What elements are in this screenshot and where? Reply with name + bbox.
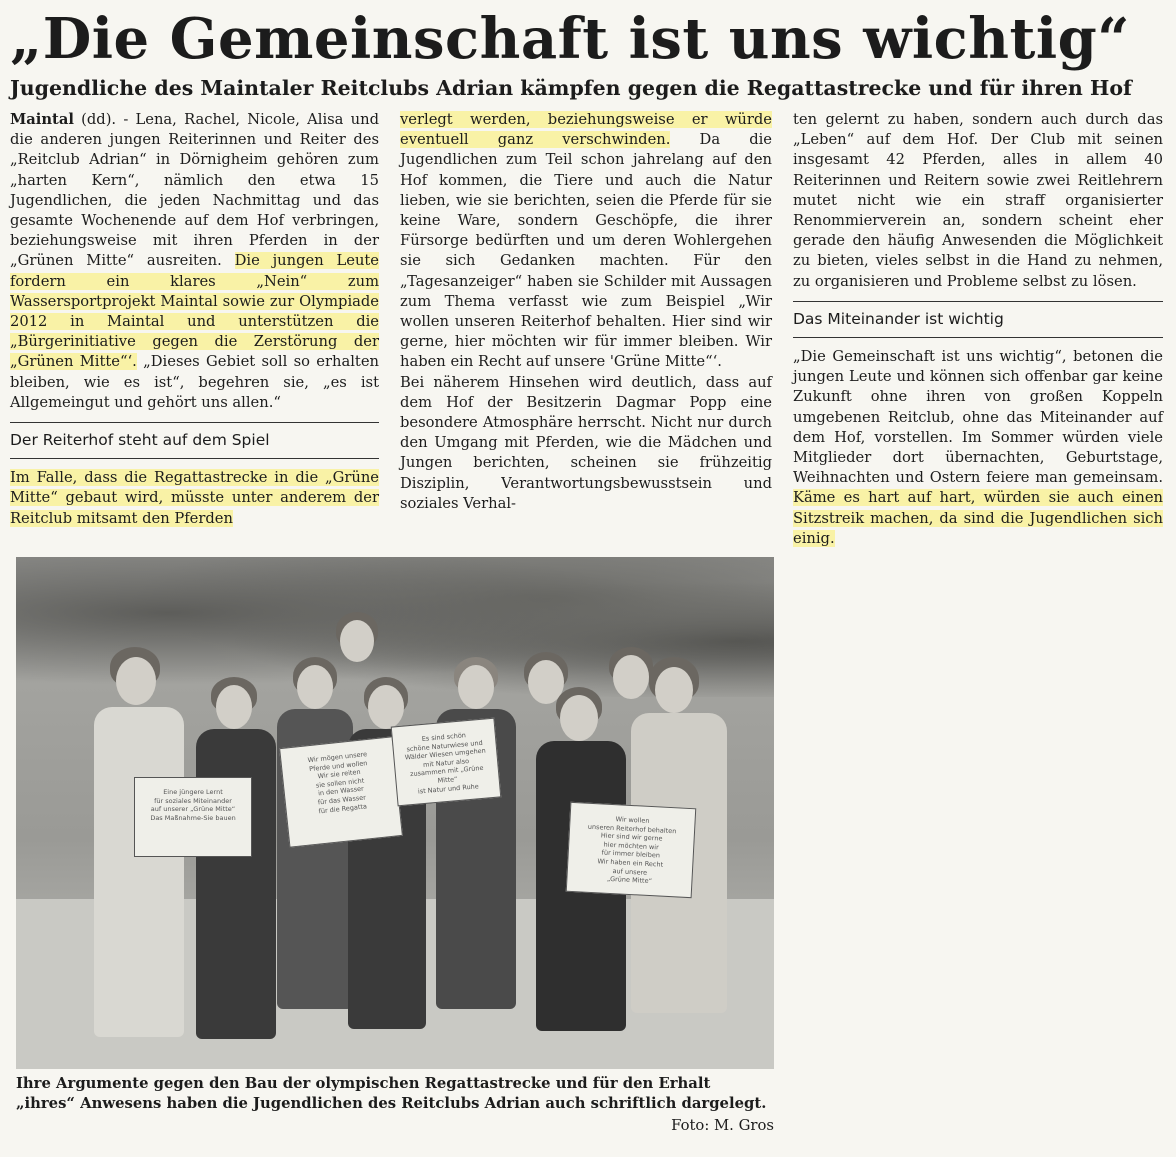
protest-sign: Wir mögen unsere Pferde und wollen Wir sie reiten sie sollen nicht in den Wasser für das Wasser für die Regatta	[279, 736, 403, 847]
subheading: Das Miteinander ist wichtig	[793, 301, 1163, 338]
paragraph-2	[793, 347, 1163, 549]
photo-caption: Ihre Argumente gegen den Bau der olympischen Regattastrecke und für den Erhalt „ihres“ Anwesens haben die Jugendlichen des Reitclubs Adrian auch schriftlich dargelegt.	[16, 1075, 767, 1112]
paragraph-1	[10, 110, 379, 413]
headline: „Die Gemeinschaft ist uns wichtig“	[10, 6, 1130, 72]
protest-sign: Es sind schön schöne Naturwiese und Wälder Wiesen umgehen mit Natur also zusammen mit „Grüne Mitte“ ist Natur und Ruhe	[391, 718, 502, 807]
paragraph-text: Da die Jugendlichen zum Teil schon jahrelang auf den Hof kommen, die Tiere und auch die Natur lieben, wie sie berichten, seien die Pferde für sie keine Ware, sondern Geschöpfe, die ihrer Fürsorge bedürften und um deren Wohlergehen sie sich Gedanken machten. Für den „Tagesanzeiger“ haben sie Schilder mit Aussagen zum Thema verfasst wie zum Beispiel „Wir wollen unseren Reiterhof behalten. Hier sind wir gerne, hier möchten wir für immer bleiben. Wir haben ein Recht auf unsere 'Grüne Mitte“‘.	[400, 131, 772, 371]
subheading: Der Reiterhof steht auf dem Spiel	[10, 422, 379, 459]
group-photo	[16, 557, 774, 1069]
article-column-3	[793, 110, 1163, 549]
protest-sign: Eine jüngere Lernt für soziales Miteinander auf unserer „Grüne Mitte“ Das Maßnahme-Sie bauen	[134, 777, 252, 857]
highlighted-text: Käme es hart auf hart, würden sie auch einen Sitzstreik machen, da sind die Jugendlichen sich einig.	[793, 489, 1163, 547]
paragraph-2: Bei näherem Hinsehen wird deutlich, dass auf dem Hof der Besitzerin Dagmar Popp eine besondere Atmosphäre herrscht. Nicht nur durch den Umgang mit Pferden, wie die Mädchen und Jungen berichten, scheinen sie frühzeitig Disziplin, Verantwortungsbewusstsein und soziales Verhal-	[400, 373, 772, 512]
protest-sign: Wir wollen unseren Reiterhof behalten Hier sind wir gerne hier möchten wir für immer bleiben Wir haben ein Recht auf unsere „Grüne Mitte“	[566, 802, 697, 898]
paragraph-1	[400, 110, 772, 373]
highlighted-text: verlegt werden, beziehungsweise er würde eventuell ganz verschwinden.	[400, 111, 772, 149]
paragraph-text: (dd). - Lena, Rachel, Nicole, Alisa und die anderen jungen Reiterinnen und Reiter des „Reitclub Adrian“ in Dörnigheim gehören zum „harten Kern“, nämlich den etwa 15 Jugendlichen, die jeden Nachmittag und das gesamte Wochenende auf dem Hof verbringen, beziehungsweise mit ihren Pferden in der „Grünen Mitte“ ausreiten.	[10, 111, 379, 270]
paragraph-1: ten gelernt zu haben, sondern auch durch das „Leben“ auf dem Hof. Der Club mit seinen insgesamt 42 Pferden, alles in allem 40 Reiterinnen und Reitern sowie zwei Reitlehrern mutet nicht wie ein straff organisierter Renommierverein an, sondern scheint eher gerade den häufig Anwesenden die Möglichkeit zu bieten, vieles selbst in die Hand zu nehmen, zu organisieren und Probleme selbst zu lösen.	[793, 111, 1163, 290]
subheadline: Jugendliche des Maintaler Reitclubs Adrian kämpfen gegen die Regattastrecke und für ihren Hof	[10, 76, 1132, 100]
paragraph-text: „Dieses Gebiet soll so erhalten bleiben, wie es ist“, begehren sie, „es ist Allgemeingut und gehört uns allen.“	[10, 353, 379, 411]
paragraph-2	[10, 468, 379, 529]
photo-credit: Foto: M. Gros	[671, 1117, 774, 1134]
dateline: Maintal	[10, 111, 74, 128]
article-column-2	[400, 110, 772, 514]
article-column-1	[10, 110, 379, 529]
highlighted-text: Im Falle, dass die Regattastrecke in die „Grüne Mitte“ gebaut wird, müsste unter anderem der Reitclub mitsamt den Pferden	[10, 469, 379, 527]
highlighted-text: Die jungen Leute fordern ein klares „Nein“ zum Wassersportprojekt Maintal sowie zur Olympiade 2012 in Maintal und unterstützen die „Bürgerinitiative gegen die Zerstörung der „Grünen Mitte“‘.	[10, 252, 379, 371]
paragraph-text: „Die Gemeinschaft ist uns wichtig“, betonen die jungen Leute und können sich offenbar gar keine Zukunft ohne ihren von großen Koppeln umgebenen Reitclub, ohne das Miteinander auf dem Hof, vorstellen. Im Sommer würden viele Mitglieder dort übernachten, Geburtstage, Weihnachten und Ostern feiere man gemeinsam.	[793, 348, 1163, 487]
